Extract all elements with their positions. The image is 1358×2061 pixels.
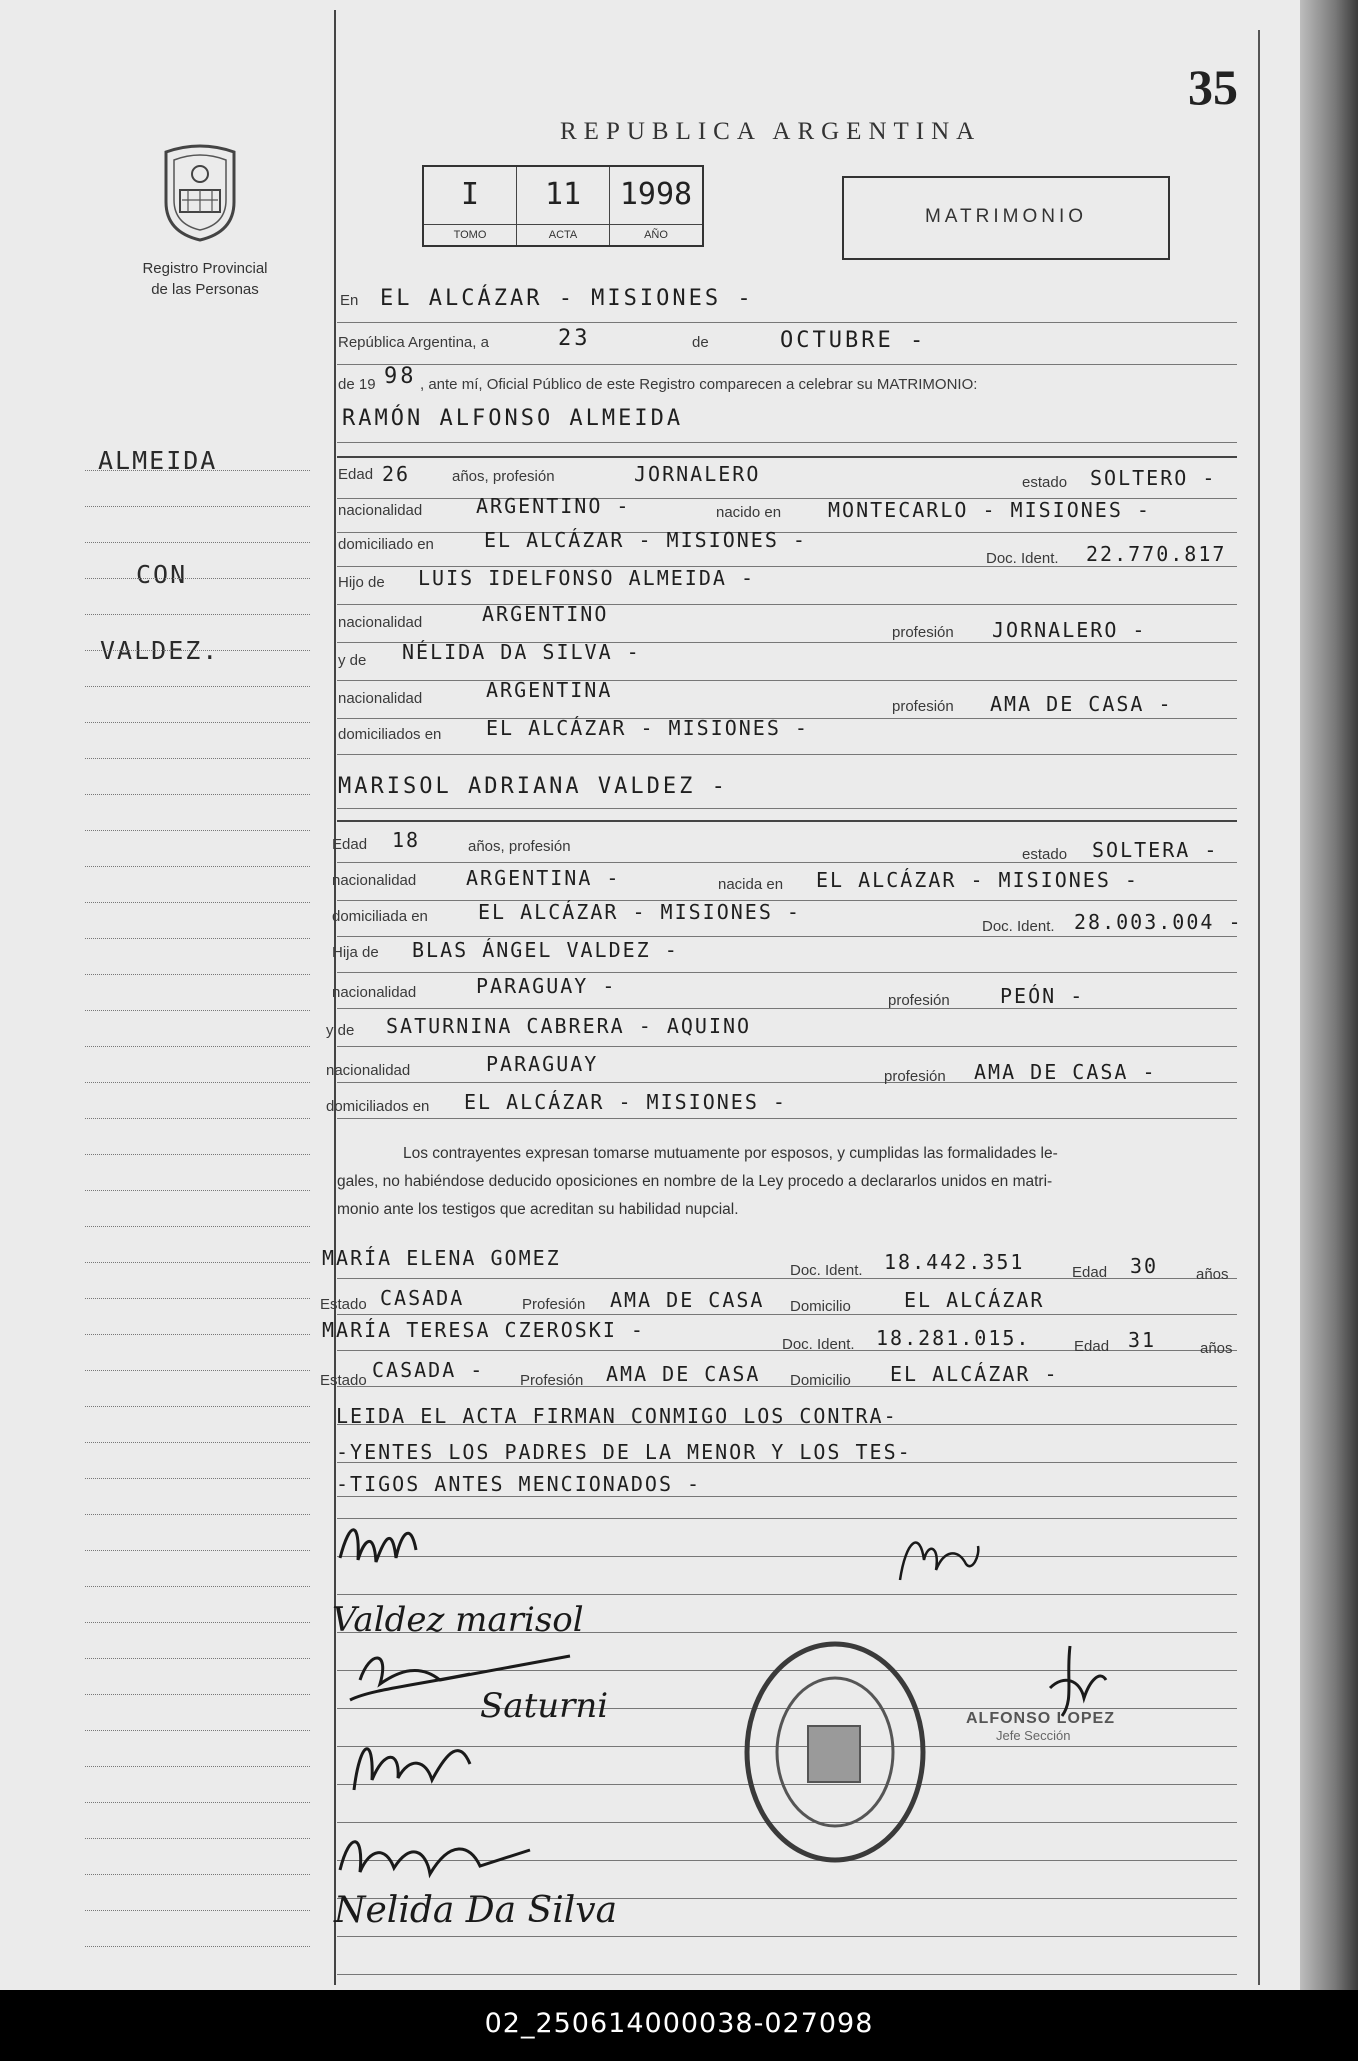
groom-mother-nat-label: nacionalidad — [338, 690, 423, 707]
anio-label: AÑO — [610, 224, 702, 245]
declaration — [337, 1140, 1237, 1224]
margin-dotted-line — [85, 1082, 310, 1083]
margin-note-line-3: VALDEZ. — [100, 636, 220, 665]
groom-mother: NÉLIDA DA SILVA - — [402, 640, 641, 664]
groom-status: SOLTERO - — [1090, 466, 1217, 490]
groom-domicile-label: domiciliado en — [338, 536, 434, 553]
registry-line-1: Registro Provincial — [142, 260, 268, 277]
margin-dotted-line — [85, 1298, 310, 1299]
ruled-line — [337, 1974, 1237, 1990]
witness-2-name: MARÍA TERESA CZEROSKI - — [322, 1318, 645, 1342]
file-id: 02_250614000038-027098 — [484, 2008, 874, 2039]
witness-1-prof-label: Profesión — [522, 1296, 586, 1313]
groom-father-prof: JORNALERO - — [992, 618, 1147, 642]
witness-2-prof-label: Profesión — [520, 1372, 584, 1389]
margin-note-line-2: CON — [136, 560, 188, 589]
witness-2-dom-label: Domicilio — [790, 1372, 851, 1389]
margin-dotted-line — [85, 1694, 310, 1695]
bride-domicile: EL ALCÁZAR - MISIONES - — [478, 900, 801, 924]
bride-age: 18 — [392, 828, 421, 852]
day-value: 23 — [558, 326, 591, 351]
footer-bar — [0, 1990, 1358, 2061]
groom-father-prof-label: profesión — [892, 624, 954, 641]
acta-value: 11 — [544, 177, 582, 212]
groom-mother-label: y de — [338, 652, 367, 669]
margin-dotted-line — [85, 1370, 310, 1371]
groom-born: MONTECARLO - MISIONES - — [828, 498, 1151, 522]
groom-profession: JORNALERO — [634, 462, 761, 486]
section-divider — [337, 456, 1237, 458]
act-type: MATRIMONIO — [924, 206, 1088, 227]
anio-value: 1998 — [619, 177, 693, 212]
ruled-line — [337, 1556, 1237, 1595]
provincial-seal-icon — [158, 140, 242, 242]
margin-dotted-line — [85, 1946, 310, 1947]
bride-parents-dom-label: domiciliados en — [326, 1098, 430, 1115]
bride-status-label: estado — [1022, 846, 1068, 863]
ruled-line — [337, 1936, 1237, 1975]
section-divider — [337, 820, 1237, 822]
page-number: 35 — [1188, 59, 1238, 115]
bride-father-prof: PEÓN - — [1000, 984, 1085, 1008]
groom-mother-prof-label: profesión — [892, 698, 954, 715]
bride-mother-prof: AMA DE CASA - — [974, 1060, 1157, 1084]
witness-2-domicile: EL ALCÁZAR - — [890, 1362, 1059, 1386]
declaration-line-1: Los contrayentes expresan tomarse mutuamente por esposos, y cumplidas las formalidades le- — [403, 1145, 1058, 1162]
witness-1-doc-label: Doc. Ident. — [790, 1262, 863, 1279]
groom-doc: 22.770.817 — [1086, 542, 1227, 566]
margin-dotted-line — [85, 1766, 310, 1767]
registry-line-2: de las Personas — [151, 281, 259, 298]
margin-dotted-line — [85, 1514, 310, 1515]
bride-age-label: Edad — [332, 836, 368, 853]
margin-dotted-line — [85, 902, 310, 903]
bride-mother-prof-label: profesión — [884, 1068, 946, 1085]
tomo-label: TOMO — [424, 224, 516, 245]
groom-mother-nat: ARGENTINA — [486, 678, 613, 702]
officer-stamp — [966, 1710, 1226, 1770]
place-value: EL ALCÁZAR - MISIONES - — [380, 286, 754, 311]
witness-2-age: 31 — [1128, 1328, 1157, 1352]
bride-doc-label: Doc. Ident. — [982, 918, 1055, 935]
witness-2-status-label: Estado — [320, 1372, 367, 1389]
margin-dotted-line — [85, 686, 310, 687]
margin-dotted-line — [85, 974, 310, 975]
acta-cell — [517, 167, 610, 245]
bride-born: EL ALCÁZAR - MISIONES - — [816, 868, 1139, 892]
groom-father-label: Hijo de — [338, 574, 385, 591]
bride-mother: SATURNINA CABRERA - AQUINO — [386, 1014, 752, 1038]
acta-label: ACTA — [517, 224, 609, 245]
margin-dotted-line — [85, 1442, 310, 1443]
month-value: OCTUBRE - — [780, 328, 927, 353]
margin-dotted-line — [85, 1262, 310, 1263]
margin-dotted-line — [85, 1406, 310, 1407]
registry-caption — [110, 258, 300, 300]
officer-stamp-name: ALFONSO LOPEZ — [966, 1710, 1115, 1727]
margin-dotted-line — [85, 938, 310, 939]
bride-father: BLAS ÁNGEL VALDEZ - — [412, 938, 679, 962]
bride-mother-nat-label: nacionalidad — [326, 1062, 411, 1079]
witness-2-profession: AMA DE CASA — [606, 1362, 761, 1386]
witness-2-doc: 18.281.015. — [876, 1326, 1031, 1350]
margin-dotted-line — [85, 1334, 310, 1335]
witness-2-age-label: Edad — [1074, 1338, 1110, 1355]
groom-age: 26 — [382, 462, 411, 486]
signature-bride: Valdez marisol — [332, 1600, 584, 1640]
bride-father-label: Hija de — [332, 944, 379, 961]
margin-dotted-line — [85, 1010, 310, 1011]
groom-years-label: años, profesión — [452, 468, 555, 485]
witness-1-domicile: EL ALCÁZAR — [904, 1288, 1045, 1312]
margin-dotted-line — [85, 1730, 310, 1731]
groom-nationality-label: nacionalidad — [338, 502, 423, 519]
right-rule — [1258, 30, 1260, 1985]
officer-stamp-title: Jefe Sección — [996, 1728, 1071, 1743]
groom-parents-dom: EL ALCÁZAR - MISIONES - — [486, 716, 809, 740]
witness-2-doc-label: Doc. Ident. — [782, 1336, 855, 1353]
record-box — [422, 165, 704, 247]
bride-nationality-label: nacionalidad — [332, 872, 417, 889]
margin-dotted-line — [85, 1658, 310, 1659]
country-label: República Argentina, a — [338, 334, 489, 351]
signature-witness-2 — [330, 1820, 540, 1890]
signature-groom-mother: Nelida Da Silva — [334, 1890, 618, 1931]
witness-1-age: 30 — [1130, 1254, 1159, 1278]
witness-1-doc: 18.442.351 — [884, 1250, 1025, 1274]
ruled-line — [337, 1518, 1237, 1557]
signature-mother: Saturni — [480, 1686, 609, 1726]
margin-dotted-line — [85, 1046, 310, 1047]
bride-father-prof-label: profesión — [888, 992, 950, 1009]
margin-dotted-line — [85, 506, 310, 507]
margin-dotted-line — [85, 1118, 310, 1119]
bride-mother-label: y de — [326, 1022, 355, 1039]
bride-born-label: nacida en — [718, 876, 784, 893]
act-type-box — [842, 176, 1170, 260]
margin-dotted-line — [85, 614, 310, 615]
margin-dotted-line — [85, 1550, 310, 1551]
declaration-line-3: monio ante los testigos que acreditan su habilidad nupcial. — [337, 1201, 739, 1218]
bride-nationality: ARGENTINA - — [466, 866, 621, 890]
anio-cell — [610, 167, 702, 245]
witness-1-status-label: Estado — [320, 1296, 367, 1313]
margin-note-line-1: ALMEIDA — [98, 446, 218, 475]
bride-domicile-label: domiciliada en — [332, 908, 428, 925]
bride-years-label: años, profesión — [468, 838, 571, 855]
closing-line-2: -YENTES LOS PADRES DE LA MENOR Y LOS TES- — [336, 1440, 912, 1464]
groom-age-label: Edad — [338, 466, 374, 483]
country-heading: REPUBLICA ARGENTINA — [560, 118, 982, 145]
groom-born-label: nacido en — [716, 504, 782, 521]
place-label: En — [340, 292, 359, 309]
margin-dotted-line — [85, 758, 310, 759]
signature-witness-1 — [340, 1720, 500, 1800]
margin-dotted-line — [85, 1910, 310, 1911]
margin-dotted-line — [85, 1802, 310, 1803]
year-prefix: de 19 — [338, 376, 376, 393]
official-seal-icon — [740, 1640, 930, 1865]
bride-father-nat-label: nacionalidad — [332, 984, 417, 1001]
ruled-line — [337, 1276, 1237, 1315]
bride-father-nat: PARAGUAY - — [476, 974, 617, 998]
tomo-value: I — [460, 177, 480, 212]
bride-mother-nat: PARAGUAY — [486, 1052, 599, 1076]
margin-dotted-line — [85, 866, 310, 867]
tomo-cell — [424, 167, 517, 245]
margin-dotted-line — [85, 722, 310, 723]
officer-signature — [1040, 1640, 1110, 1720]
groom-parents-dom-label: domiciliados en — [338, 726, 442, 743]
bride-parents-dom: EL ALCÁZAR - MISIONES - — [464, 1090, 787, 1114]
year-value: 98 — [384, 364, 417, 389]
witness-1-years-label: años — [1196, 1266, 1229, 1283]
margin-dotted-line — [85, 830, 310, 831]
margin-dotted-line — [85, 470, 310, 471]
margin-dotted-line — [85, 650, 310, 651]
bride-name: MARISOL ADRIANA VALDEZ - — [338, 774, 728, 799]
groom-mother-prof: AMA DE CASA - — [990, 692, 1173, 716]
witness-2-years-label: años — [1200, 1340, 1233, 1357]
bride-doc: 28.003.004 - — [1074, 910, 1243, 934]
groom-name: RAMÓN ALFONSO ALMEIDA — [342, 406, 684, 431]
ruled-line — [337, 1480, 1237, 1519]
witness-1-age-label: Edad — [1072, 1264, 1108, 1281]
closing-line-3: -TIGOS ANTES MENCIONADOS - — [336, 1472, 702, 1496]
witness-1-status: CASADA — [380, 1286, 465, 1310]
groom-father-nat: ARGENTINO — [482, 602, 609, 626]
margin-dotted-line — [85, 1874, 310, 1875]
groom-status-label: estado — [1022, 474, 1068, 491]
ruled-line — [337, 970, 1237, 1009]
witness-1-dom-label: Domicilio — [790, 1298, 851, 1315]
closing-line-1: LEIDA EL ACTA FIRMAN CONMIGO LOS CONTRA- — [336, 1404, 898, 1428]
margin-dotted-line — [85, 1622, 310, 1623]
signature-officer-top — [880, 1520, 990, 1595]
margin-dotted-line — [85, 1190, 310, 1191]
witness-2-status: CASADA - — [372, 1358, 485, 1382]
month-label: de — [692, 334, 709, 351]
groom-doc-label: Doc. Ident. — [986, 550, 1059, 567]
margin-dotted-line — [85, 578, 310, 579]
appear-text: , ante mí, Oficial Público de este Registro comparecen a celebrar su MATRIMONIO: — [420, 376, 978, 393]
signature-groom — [330, 1510, 440, 1580]
margin-dotted-line — [85, 1838, 310, 1839]
margin-dotted-line — [85, 1154, 310, 1155]
witness-1-name: MARÍA ELENA GOMEZ — [322, 1246, 561, 1270]
groom-father: LUIS IDELFONSO ALMEIDA - — [418, 566, 755, 590]
declaration-line-2: gales, no habiéndose deducido oposiciones en nombre de la Ley procedo a declararlos unidos en matri- — [337, 1173, 1053, 1190]
groom-nationality: ARGENTINO - — [476, 494, 631, 518]
witness-1-profession: AMA DE CASA — [610, 1288, 765, 1312]
margin-dotted-line — [85, 1226, 310, 1227]
groom-domicile: EL ALCÁZAR - MISIONES - — [484, 528, 807, 552]
margin-dotted-line — [85, 1586, 310, 1587]
book-binding — [1300, 0, 1358, 1990]
margin-dotted-line — [85, 794, 310, 795]
bride-status: SOLTERA - — [1092, 838, 1219, 862]
margin-dotted-line — [85, 542, 310, 543]
groom-father-nat-label: nacionalidad — [338, 614, 423, 631]
margin-dotted-line — [85, 1478, 310, 1479]
